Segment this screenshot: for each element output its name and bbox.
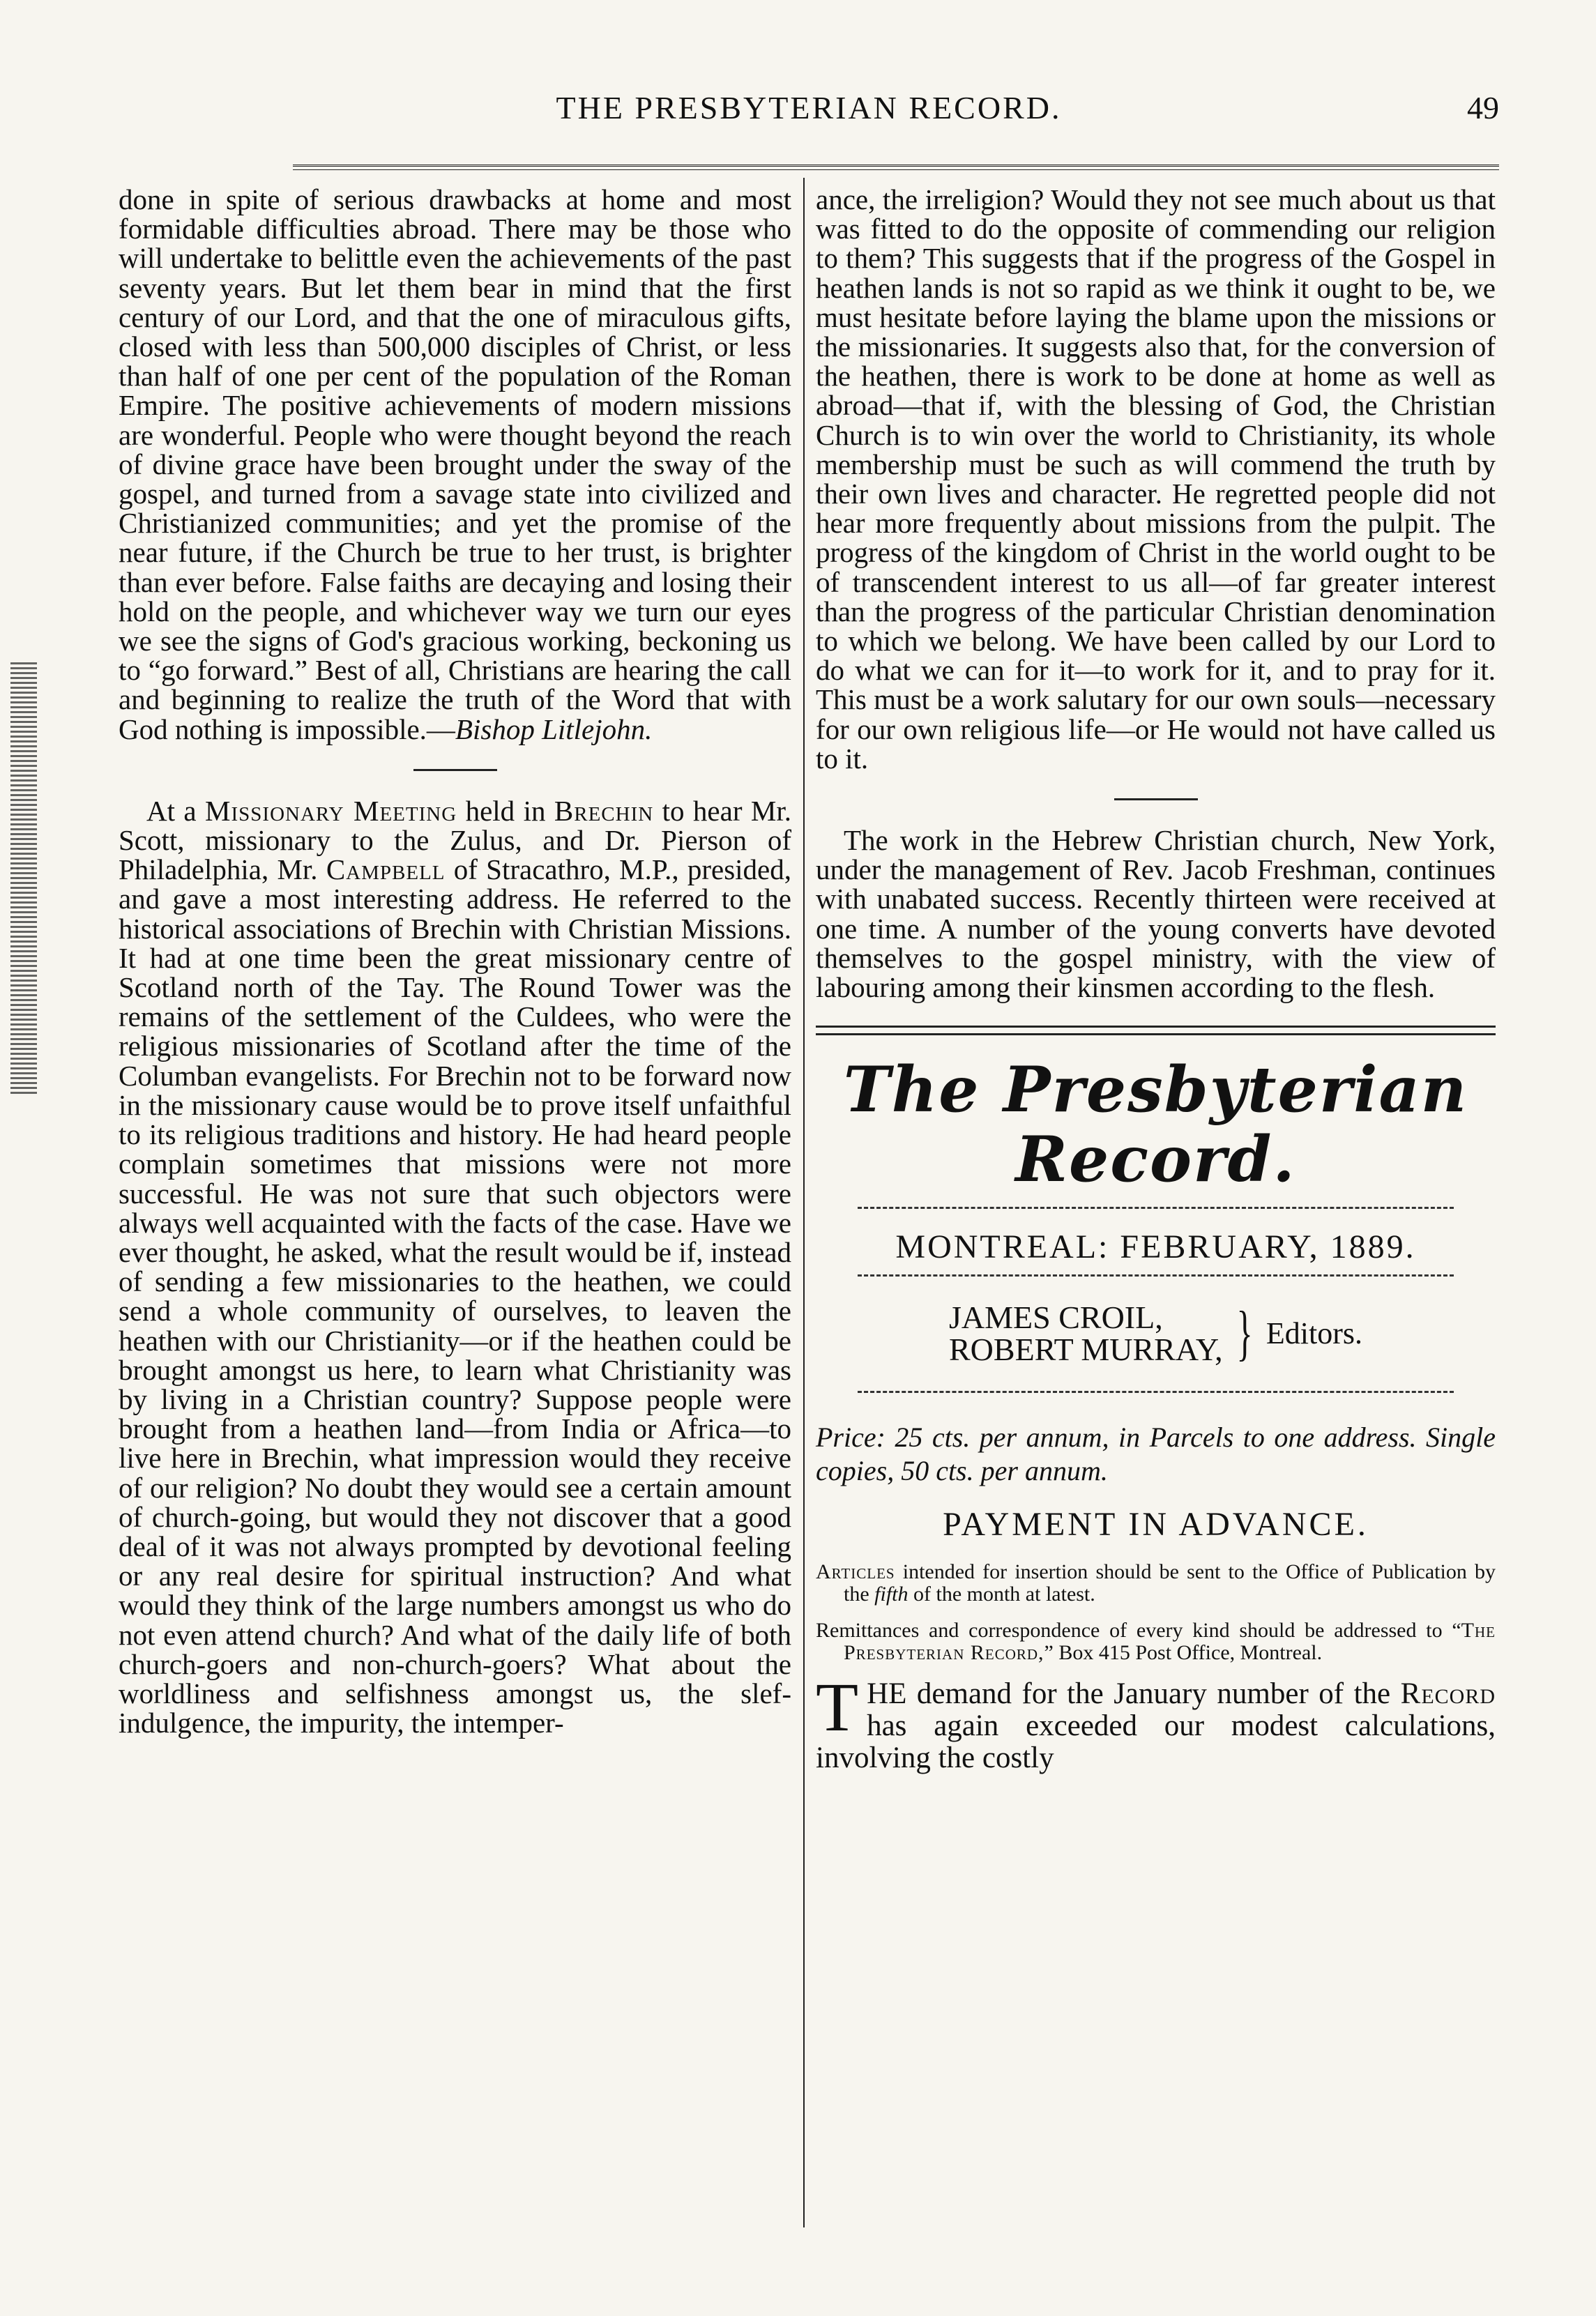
masthead-rule [816, 1026, 1496, 1035]
article-text: to hear Mr. Scott, missionary to the Zulus, and Dr. Pierson of Philadelphia, Mr. [119, 794, 792, 886]
notice-text: intended for insertion should be sent to the Office of Publication by the [844, 1560, 1496, 1606]
right-column [816, 185, 1496, 1774]
articles-smallcaps: Articles [816, 1560, 895, 1583]
column-divider [803, 178, 805, 2227]
notice-text: Remittances and correspondence of every kind should be addressed to “ [816, 1618, 1461, 1642]
campbell-smallcaps: Campbell [326, 853, 446, 886]
editors-block [816, 1302, 1496, 1366]
article-attribution: Bishop Litlejohn. [455, 713, 653, 745]
dashed-rule [858, 1207, 1454, 1209]
article-continuation-right: ance, the irreligion? Would they not see much about us that was fitted to do the opposite of commending our religion to them? This suggests that if the progress of the Gospel in heathen lands is not so rapid as we think it ought to be, we must hesitate before laying the blame upon the missions or the missionaries. It suggests also that, for the conversion of the heathen, there is work to be done at home as well as abroad—that if, with the blessing of God, the Christian Church is to win over the world to Christianity, its whole membership must be such as will commend the truth by their own lives and character. He regretted people did not hear more frequently about missions from the pulpit. The progress of the kingdom of Christ in the world ought to be of transcendent interest to us all—of far greater interest than the progress of the particular Christian denomination to which we belong. We have been called by our Lord to do what we can for it—to work for it, and to pray for it. This must be a work salutary for our own souls—necessary for our own religious life—or He would not have called us to it. [816, 183, 1496, 775]
articles-notice [816, 1561, 1496, 1606]
payment-notice: PAYMENT IN ADVANCE. [943, 1506, 1369, 1544]
record-smallcaps: The Presbyterian Record, [844, 1618, 1496, 1664]
dateline: MONTREAL: FEBRUARY, 1889. [895, 1228, 1416, 1266]
article-text: has again exceeded our modest calculations, involving the costly [816, 1709, 1496, 1774]
hebrew-church-article: The work in the Hebrew Christian church, New York, under the management of Rev. Jacob Freshman, continues with unabated success. Recently thirteen were received at one time. A number of the young converts have devoted themselves to the gospel ministry, with the view of labouring among their kinsmen according to the flesh. [816, 824, 1496, 1004]
drop-cap: T [816, 1668, 859, 1746]
notice-text: ” Box 415 Post Office, Montreal. [1044, 1640, 1323, 1664]
editor-name: JAMES CROIL, [949, 1300, 1163, 1336]
left-column [119, 185, 791, 1737]
article-text: HE demand for the January number of the [867, 1677, 1391, 1710]
masthead-title: The Presbyterian Record. [843, 1053, 1468, 1197]
record-smallcaps: Record [1400, 1677, 1496, 1710]
brechin-meeting-article [119, 796, 791, 1738]
article-lead: At a [146, 794, 197, 827]
editor-name: ROBERT MURRAY, [949, 1332, 1223, 1368]
editor-names [949, 1302, 1223, 1366]
dashed-rule [858, 1391, 1454, 1393]
missionary-meeting-smallcaps: Missionary Meeting [205, 794, 457, 827]
notice-emphasis: fifth [874, 1582, 909, 1606]
running-title: THE PRESBYTERIAN RECORD. [556, 90, 1062, 125]
brace-glyph: } [1236, 1300, 1253, 1368]
header-rule [293, 165, 1499, 170]
notice-text: of the month at latest. [913, 1582, 1095, 1606]
article-continuation [119, 185, 791, 744]
page-header [119, 89, 1499, 145]
demand-article [816, 1668, 1496, 1774]
page-number: 49 [1467, 90, 1499, 125]
remittances-notice [816, 1620, 1496, 1664]
binding-edge-mark [10, 662, 37, 1095]
brechin-smallcaps: Brechin [554, 794, 654, 827]
article-continuation-text: done in spite of serious drawbacks at home and most formidable difficulties abroad. There may be those who will undertake to belittle even the achievements of the past seventy years. But let them bear in mind that the first century of our Lord, and that the one of miraculous gifts, closed with less than 500,000 disciples of Christ, or less than half of one per cent of the population of the Roman Empire. The positive achievements of modern missions are wonderful. People who were thought beyond the reach of divine grace have been brought under the sway of the gospel, and turned from a savage state into civilized and Christianized communities; and yet the promise of the near future, if the Church be true to her trust, is brighter than ever before. False faiths are decaying and losing their hold on the people, and whichever way we turn our eyes we see the signs of God's gracious working, beckoning us to “go forward.” Best of all, Christians are hearing the call and beginning to realize the truth of the Word that with God nothing is impossible.— [119, 183, 791, 745]
section-rule [1114, 798, 1198, 800]
price-line: Price: 25 cts. per annum, in Parcels to one address. Single copies, 50 cts. per annum. [816, 1422, 1496, 1487]
editors-label: Editors. [1266, 1316, 1362, 1351]
section-rule [413, 769, 497, 771]
dashed-rule [858, 1274, 1454, 1277]
article-text: of Stracathro, M.P., presided, and gave a most interesting address. He referred to the historical associations of Brechin with Christian Missions. It had at one time been the great missionary centre of Scotland north of the Tay. The Round Tower was the remains of the settlement of the Culdees, who were the religious missionaries of Scotland after the time of the Columban evangelists. For Brechin not to be forward now in the missionary cause would be to prove itself unfaithful to its religious traditions and history. He had heard people complain sometimes that missions were not more successful. He was not sure that such objectors were always well acquainted with the facts of the case. Have we ever thought, he asked, what the result would be if, instead of sending a few missionaries to the heathen, we could send a whole community of ourselves, to leaven the heathen with our Christianity—or if the heathen could be brought amongst us here, to learn what Christianity was by living in a Christian country? Suppose people were brought from a heathen land—from India or Africa—to live here in Brechin, what impression would they receive of our religion? No doubt they would see a certain amount of church-going, but would they not discover that a good deal of it was not always prompted by devotional feeling or any real desire for spiritual instruction? And what would they think of the large numbers amongst us who do not even attend church? And what of the daily life of both church-goers and non-church-goers? What about the worldliness and selfishness amongst us, the slef-indulgence, the impurity, the intemper- [119, 853, 792, 1739]
article-text: held in [465, 794, 546, 827]
